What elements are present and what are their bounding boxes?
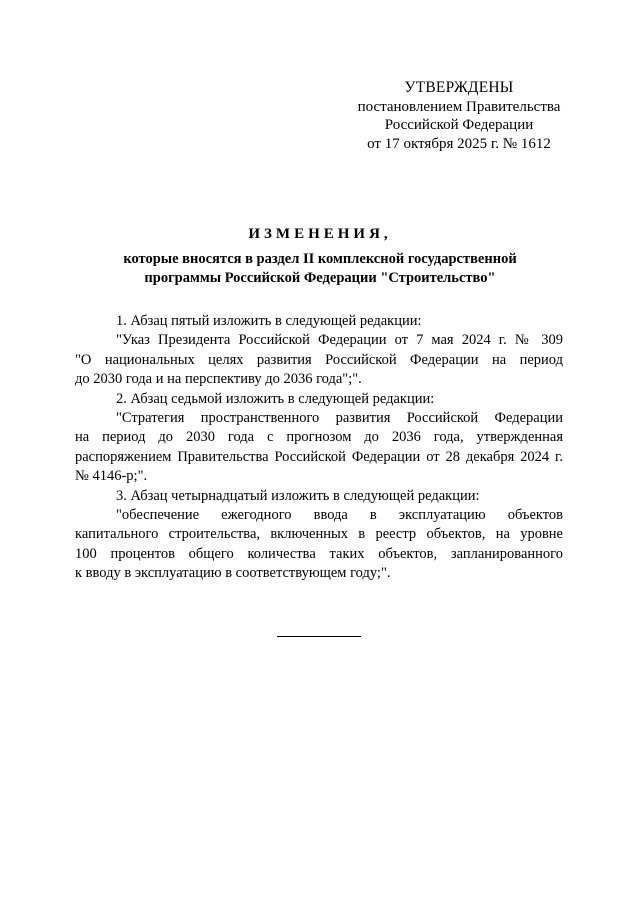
approval-line: Российской Федерации: [384, 117, 534, 133]
quoted-text-line: "обеспечение ежегодного ввода в эксплуатацию объектов: [116, 507, 563, 524]
quoted-text-line: 100 процентов общего количества таких объектов, запланированного: [75, 545, 563, 562]
approval-block: [340, 79, 578, 153]
approval-heading: УТВЕРЖДЕНЫ: [404, 79, 514, 96]
subtitle-line: которые вносятся в раздел II комплексной государственной: [123, 251, 517, 267]
document-subtitle: [60, 250, 580, 288]
subtitle-line: программы Российской Федерации "Строительство": [144, 270, 496, 286]
quoted-text-line: "Стратегия пространственного развития Российской Федерации: [116, 410, 563, 427]
quoted-text-line: распоряжением Правительства Российской Федерации от 28 декабря 2024 г.: [75, 448, 563, 465]
quoted-text-line: к вводу в эксплуатацию в соответствующем году;".: [75, 565, 391, 582]
quoted-text-line: № 4146-р;".: [75, 468, 148, 485]
document-title: ИЗМЕНЕНИЯ,: [248, 226, 392, 242]
item-instruction: 2. Абзац седьмой изложить в следующей редакции:: [116, 390, 435, 407]
item-instruction: 1. Абзац пятый изложить в следующей редакции:: [116, 313, 422, 329]
quoted-text-line: "О национальных целях развития Российской Федерации на период: [75, 351, 563, 368]
approval-date-number: от 17 октября 2025 г. № 1612: [367, 135, 551, 152]
document-body: [75, 312, 563, 584]
quoted-text-line: на период до 2030 года с прогнозом до 2036 года, утвержденная: [75, 429, 563, 446]
quoted-text-line: "Указ Президента Российской Федерации от 7 мая 2024 г. № 309: [116, 332, 563, 349]
item-instruction: 3. Абзац четырнадцатый изложить в следующей редакции:: [116, 487, 480, 504]
end-divider: [277, 636, 361, 637]
quoted-text-line: до 2030 года и на перспективу до 2036 года";".: [75, 371, 362, 388]
quoted-text-line: капитального строительства, включенных в реестр объектов, на уровне: [75, 526, 563, 543]
approval-line: постановлением Правительства: [357, 98, 561, 115]
